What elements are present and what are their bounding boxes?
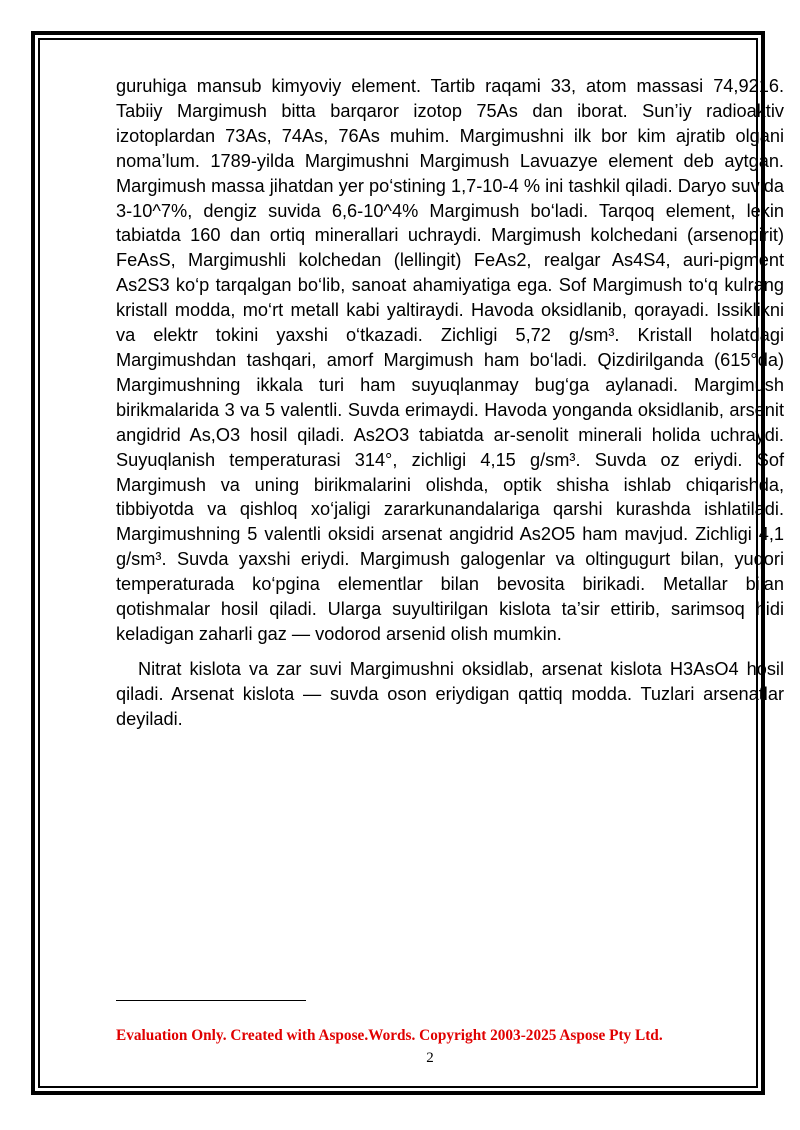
evaluation-watermark: Evaluation Only. Created with Aspose.Words. Copyright 2003-2025 Aspose Pty Ltd.	[116, 1027, 663, 1044]
document-body	[116, 74, 784, 732]
body-paragraph-2: Nitrat kislota va zar suvi Margimushni oksidlab, arsenat kislota H3AsO4 hosil qiladi. Arsenat kislota — suvda oson eriydigan qattiq modda. Tuzlari arsenatlar deyiladi.	[116, 658, 784, 729]
body-paragraph-1: guruhiga mansub kimyoviy element. Tartib raqami 33, atom massasi 74,9216. Tabiiy Margimush bitta barqaror izotop 75As dan iborat. Sun’iy radioaktiv izotoplardan 73As, 74As, 76As muhim. Margimushni ilk bor kim ajratib olgani noma’lum. 1789-yilda Margimushni Margimush Lavuazye element deb aytgan. Margimush massa jihatdan yer po‘stining 1,7-10-4 % ini tashkil qiladi. Daryo suvida 3-10^7%, dengiz suvida 6,6-10^4% Margimush bo‘ladi. Tarqoq element, lekin tabiatda 160 dan ortiq minerallari uchraydi. Margimush kolchedani (arsenopirit) FeAsS, Margimushli kolchedan (lellingit) FeAs2, realgar As4S4, auri-pigment As2S3 ko‘p tarqalgan bo‘lib, sanoat ahamiyatiga ega. Sof Margimush to‘q kulrang kristall modda, mo‘rt metall kabi yaltiraydi. Havoda oksidlanib, qorayadi. Issiklikni va elektr tokini yaxshi o‘tkazadi. Zichligi 5,72 g/sm³. Kristall holatdagi Margimushdan tashqari, amorf Margimush ham bo‘ladi. Qizdirilganda (615°da) Margimushning ikkala turi ham suyuqlanmay bug‘ga aylanadi. Margimush birikmalarida 3 va 5 valentli. Suvda erimaydi. Havoda yonganda oksidlanib, arsenit angidrid As,O3 hosil qiladi. As2O3 tabiatda ar-senolit minerali holida uchraydi. Suyuqlanish temperaturasi 314°, zichligi 4,15 g/sm³. Suvda oz eriydi. Sof Margimush va uning birikmalarini olishda, optik shisha ishlab chiqarishda, tibbiyotda va qishloq xo‘jaligi zararkunandalariga qarshi kurashda ishlatiladi. Margimushning 5 valentli oksidi arsenat angidrid As2O5 ham mavjud. Zichligi 4,1 g/sm³. Suvda yaxshi eriydi. Margimush galogenlar va oltingugurt bilan, yuqori temperaturada ko‘pgina elementlar bilan bevosita birikadi. Metallar bilan qotishmalar hosil qiladi. Ularga suyultirilgan kislota ta’sir ettirib, sarimsoq hidi keladigan zaharli gaz — vodorod arsenid olish mumkin.	[116, 76, 784, 644]
page-number: 2	[426, 1050, 434, 1066]
footnote-separator	[116, 1000, 306, 1001]
